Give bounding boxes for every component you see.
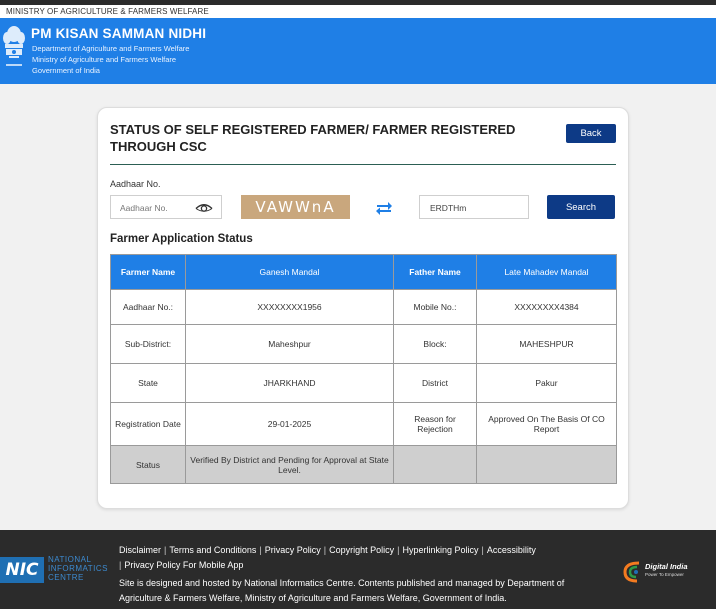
table-row xyxy=(111,403,617,446)
row-label: Mobile No.: xyxy=(394,290,477,325)
nic-line2: INFORMATICS xyxy=(48,564,109,573)
aadhaar-input[interactable] xyxy=(110,195,222,219)
footer-link-accessibility[interactable]: Accessibility xyxy=(486,545,536,555)
title-divider xyxy=(110,164,616,165)
status-empty-cell xyxy=(477,446,617,484)
footer-link-disclaimer[interactable]: Disclaimer xyxy=(119,545,162,555)
captcha-input[interactable]: ERDTHm xyxy=(419,195,529,219)
table-row xyxy=(111,255,617,290)
row-label: Aadhaar No.: xyxy=(111,290,186,325)
footer-link-hyperlinking[interactable]: Hyperlinking Policy xyxy=(402,545,479,555)
digital-india-name: Digital India xyxy=(645,562,688,571)
footer-link-privacy[interactable]: Privacy Policy xyxy=(264,545,321,555)
captcha-image: VAWWnA xyxy=(241,195,350,219)
footer-links: Disclaimer | Terms and Conditions | Privacy Policy | Copyright Policy | Hyperlinking Policy | Accessibility | Privacy Policy For Mobile App xyxy=(119,545,536,570)
back-button[interactable]: Back xyxy=(566,124,616,143)
row-value: XXXXXXXX1956 xyxy=(186,290,394,325)
site-title: PM KISAN SAMMAN NIDHI xyxy=(31,26,207,41)
ministry-bar: MINISTRY OF AGRICULTURE & FARMERS WELFARE xyxy=(0,5,716,18)
site-footer xyxy=(0,530,716,609)
header-department: Department of Agriculture and Farmers Welfare xyxy=(32,44,190,53)
footer-credits: Site is designed and hosted by National Informatics Centre. Contents published and managed by Department of Agriculture & Farmers Welfare, Ministry of Agriculture and Farmers Welfare, Government of India. xyxy=(119,578,565,603)
status-value: Verified By District and Pending for Approval at State Level. xyxy=(186,446,394,484)
nic-logo xyxy=(0,555,112,587)
footer-link-mobile-privacy[interactable]: Privacy Policy For Mobile App xyxy=(124,560,244,570)
nic-mark: NIC xyxy=(0,557,44,583)
table-row xyxy=(111,364,617,403)
site-header xyxy=(0,18,716,84)
row-value: Pakur xyxy=(477,364,617,403)
digital-india-logo xyxy=(621,559,691,585)
status-label: Status xyxy=(111,446,186,484)
status-card xyxy=(97,107,629,509)
farmer-name-label: Farmer Name xyxy=(111,255,186,290)
row-label: State xyxy=(111,364,186,403)
farmer-name-value: Ganesh Mandal xyxy=(186,255,394,290)
row-value: XXXXXXXX4384 xyxy=(477,290,617,325)
header-government: Government of India xyxy=(32,66,100,75)
status-table xyxy=(110,254,617,484)
header-ministry: Ministry of Agriculture and Farmers Welfare xyxy=(32,55,177,64)
table-row xyxy=(111,325,617,364)
footer-link-terms[interactable]: Terms and Conditions xyxy=(169,545,257,555)
search-button[interactable]: Search xyxy=(547,195,615,219)
nic-line3: CENTRE xyxy=(48,573,84,582)
footer-link-copyright[interactable]: Copyright Policy xyxy=(329,545,395,555)
row-label: Sub-District: xyxy=(111,325,186,364)
page-title: STATUS OF SELF REGISTERED FARMER/ FARMER REGISTERED THROUGH CSC xyxy=(110,122,516,154)
row-value: 29-01-2025 xyxy=(186,403,394,446)
row-value: Approved On The Basis Of CO Report xyxy=(477,403,617,446)
eye-icon[interactable] xyxy=(195,203,213,214)
row-value: Maheshpur xyxy=(186,325,394,364)
row-value: JHARKHAND xyxy=(186,364,394,403)
status-row xyxy=(111,446,617,484)
row-value: MAHESHPUR xyxy=(477,325,617,364)
row-label: Reason for Rejection xyxy=(394,403,477,446)
national-emblem-icon xyxy=(1,24,27,74)
row-label: District xyxy=(394,364,477,403)
digital-india-icon xyxy=(621,559,643,585)
table-row xyxy=(111,290,617,325)
row-label: Block: xyxy=(394,325,477,364)
nic-line1: NATIONAL xyxy=(48,555,92,564)
status-empty-cell xyxy=(394,446,477,484)
nic-name xyxy=(48,555,108,582)
digital-india-tagline: Power To Empower xyxy=(645,572,684,577)
aadhaar-label: Aadhaar No. xyxy=(110,179,161,189)
refresh-icon[interactable] xyxy=(374,197,394,217)
father-name-label: Father Name xyxy=(394,255,477,290)
section-heading: Farmer Application Status xyxy=(110,233,253,245)
aadhaar-placeholder: Aadhaar No. xyxy=(120,203,168,213)
father-name-value: Late Mahadev Mandal xyxy=(477,255,617,290)
row-label: Registration Date xyxy=(111,403,186,446)
